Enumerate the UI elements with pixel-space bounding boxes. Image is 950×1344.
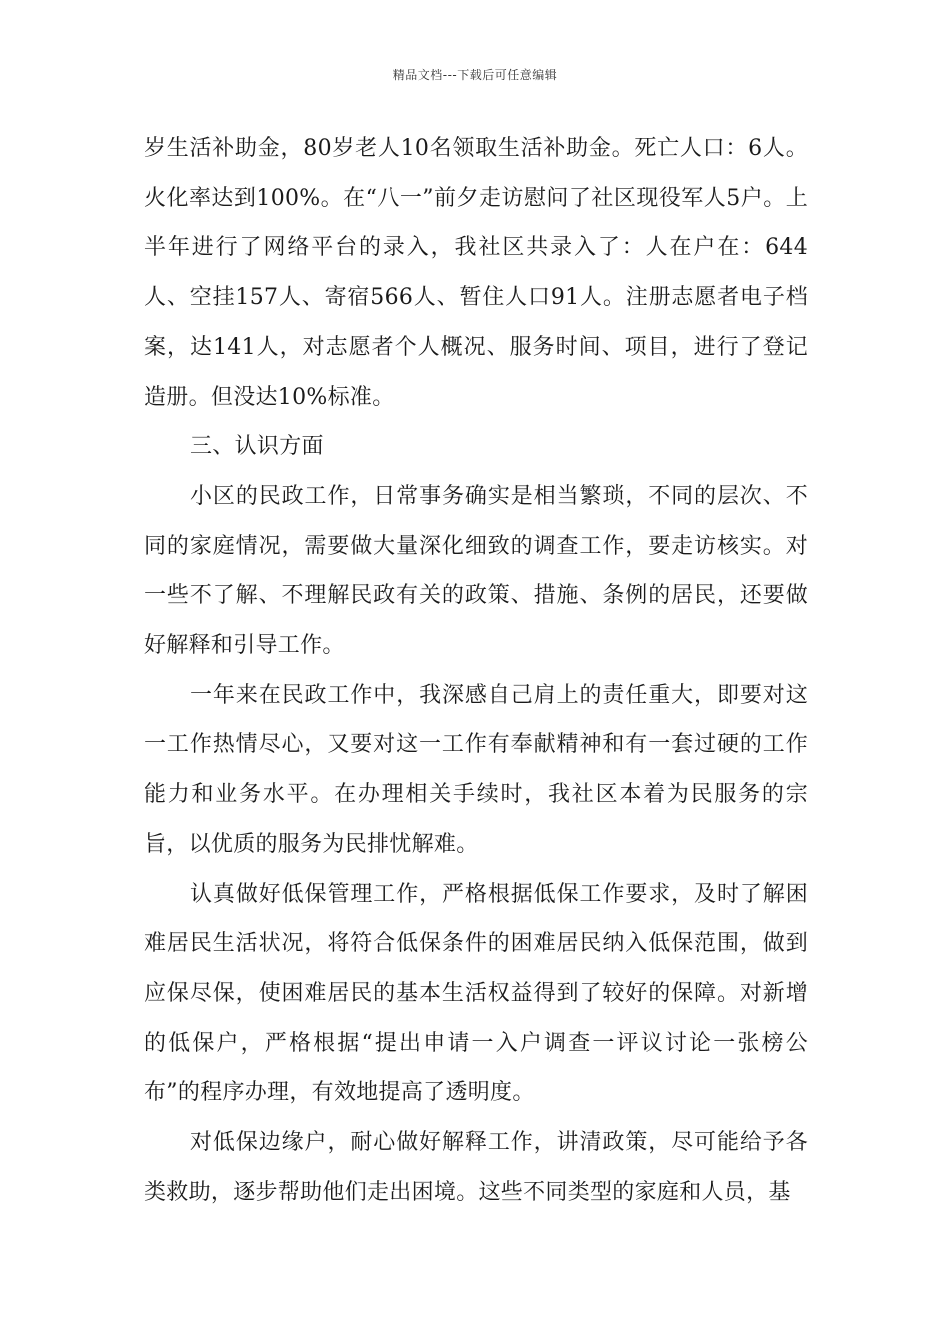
paragraph-low-income-management: 认真做好低保管理工作，严格根据低保工作要求，及时了解困难居民生活状况，将符合低保条件的困难居民纳入低保范围，做到应保尽保，使困难居民的基本生活权益得到了较好的保障。对新增的低保户，严格根据“提出申请一入户调查一评议讨论一张榜公布”的程序办理，有效地提高了透明度。	[144, 881, 808, 1106]
section-heading: 三、认识方面	[190, 434, 324, 460]
page-header: 精品文档---下载后可任意编辑	[392, 68, 558, 82]
paragraph-edge-households: 对低保边缘户，耐心做好解释工作，讲清政策，尽可能给予各类救助，逐步帮助他们走出困境。这些不同类型的家庭和人员，基	[144, 1130, 808, 1205]
paragraph-responsibility: 一年来在民政工作中，我深感自己肩上的责任重大，即要对这一工作热情尽心，又要对这一工作有奉献精神和有一套过硬的工作能力和业务水平。在办理相关手续时，我社区本着为民服务的宗旨，以优质的服务为民排忧解难。	[144, 682, 808, 857]
paragraph-community-work: 小区的民政工作，日常事务确实是相当繁琐，不同的层次、不同的家庭情况，需要做大量深化细致的调查工作，要走访核实。对一些不了解、不理解民政有关的政策、措施、条例的居民，还要做好解释和引导工作。	[144, 483, 808, 659]
paragraph-stats: 岁生活补助金，80岁老人10名领取生活补助金。死亡人口：6人。火化率达到100%。在“八一”前夕走访慰问了社区现役军人5户。上半年进行了网络平台的录入，我社区共录入了：人在户在：644人、空挂157人、寄宿566人、暂住人口91人。注册志愿者电子档案，达141人，对志愿者个人概况、服务时间、项目，进行了登记造册。但没达10%标准。	[144, 136, 808, 410]
document-body	[144, 124, 808, 1217]
